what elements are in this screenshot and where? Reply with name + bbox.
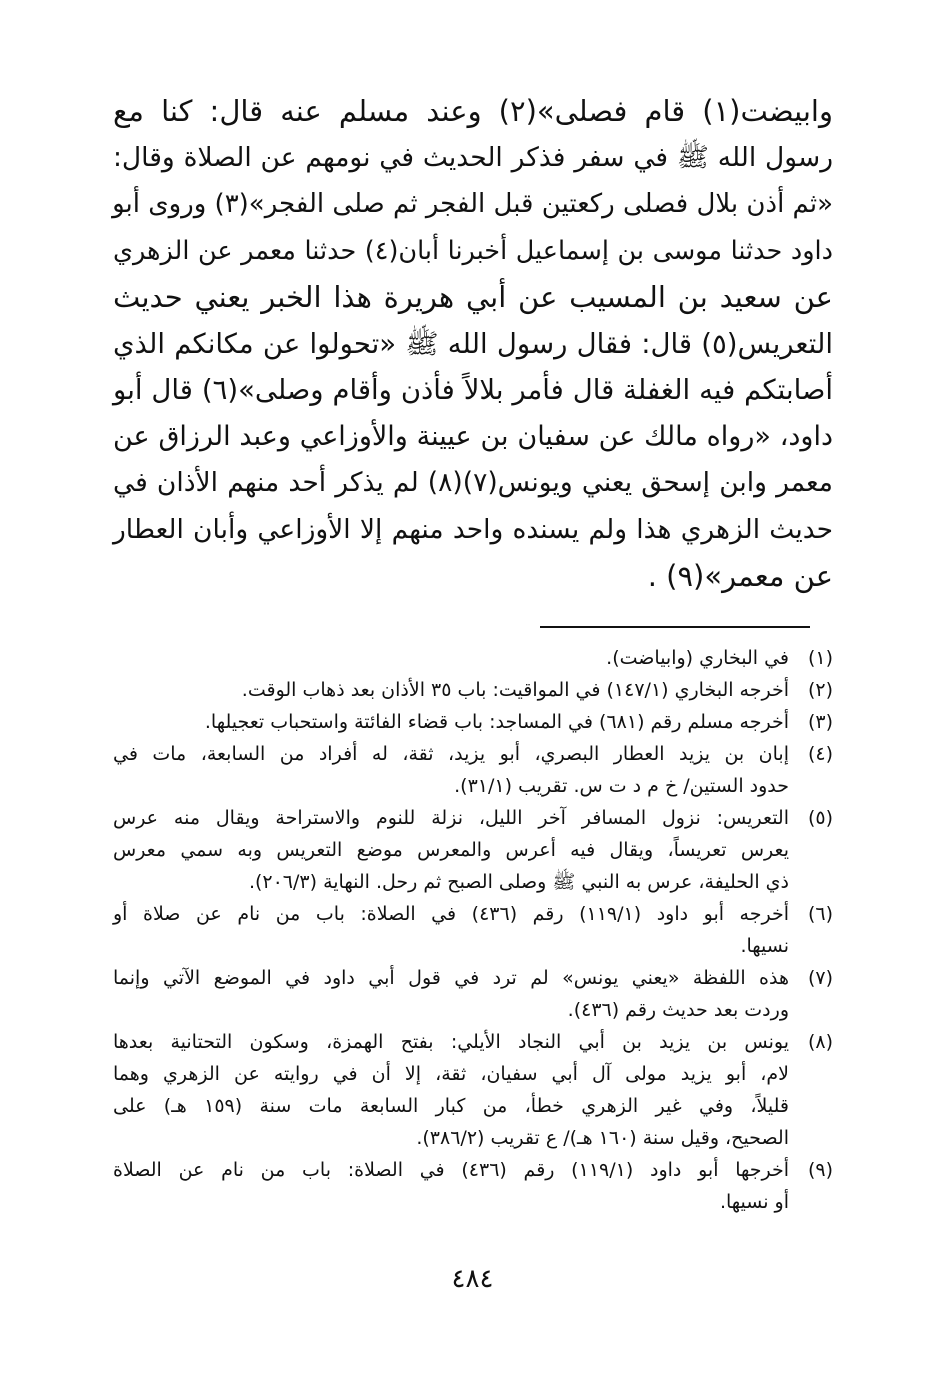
footnote-line: التعريس: نزول المسافر آخر الليل، نزلة للنوم والاستراحة ويقال منه عرس bbox=[113, 807, 789, 829]
footnote-number: (٦) bbox=[807, 903, 833, 925]
main-text-block bbox=[113, 88, 833, 600]
footnote-number: (١) bbox=[807, 647, 833, 669]
main-text-line: داود، «رواه مالك عن سفيان بن عيينة والأوزاعي وعبد الرزاق عن bbox=[113, 420, 833, 452]
footnote-line: أخرجه مسلم رقم (٦٨١) في المساجد: باب قضاء الفائتة واستحباب تعجيلها. bbox=[204, 711, 789, 733]
footnote-5 bbox=[113, 802, 833, 898]
main-text-line: عن معمر»(٩) . bbox=[647, 559, 833, 593]
footnote-line: نسيها. bbox=[740, 935, 789, 957]
footnote-6 bbox=[113, 898, 833, 962]
footnote-body bbox=[113, 1154, 789, 1218]
footnote-line: إبان بن يزيد العطار البصري، أبو يزيد، ثقة، له أفراد من السابعة، مات في bbox=[113, 743, 789, 765]
footnote-line: يونس بن يزيد بن أبي النجاد الأيلي: بفتح الهمزة، وسكون التحتانية بعدها bbox=[113, 1031, 789, 1053]
footnote-body bbox=[113, 738, 789, 802]
footnote-line: الصحيح، وقيل سنة (١٦٠ هـ)/ ع تقريب (٣٨٦/٢). bbox=[416, 1127, 789, 1149]
footnote-line: أخرجها أبو داود (١١٩/١) رقم (٤٣٦) في الصلاة: باب من نام عن الصلاة bbox=[113, 1159, 790, 1181]
footnote-line: لام، أبو يزيد مولى آل أبي سفيان، ثقة، إلا أن في روايته عن الزهري وهما bbox=[113, 1063, 789, 1085]
main-text-line: وابيضت(١) قام فصلى»(٢) وعند مسلم عنه قال: كنا مع bbox=[113, 94, 833, 128]
footnote-line: في البخاري (وابياضت). bbox=[606, 647, 789, 669]
footnote-1 bbox=[113, 642, 833, 674]
footnote-body bbox=[113, 674, 789, 706]
footnote-line: أخرجه أبو داود (١١٩/١) رقم (٤٣٦) في الصلاة: باب من نام عن صلاة أو bbox=[113, 903, 789, 925]
main-text-line: أصابتكم فيه الغفلة قال فأمر بلالاً فأذن وأقام وصلى»(٦) قال أبو bbox=[113, 374, 833, 406]
footnote-number: (٧) bbox=[807, 967, 833, 989]
footnote-number: (٨) bbox=[807, 1031, 833, 1053]
footnote-line: يعرس تعريساً، ويقال فيه أعرس والمعرس موضع التعريس وبه سمي معرس bbox=[113, 839, 789, 861]
footnote-4 bbox=[113, 738, 833, 802]
footnote-line: وردت بعد حديث رقم (٤٣٦). bbox=[567, 999, 789, 1021]
footnote-body bbox=[113, 962, 789, 1026]
main-text-line: التعريس(٥) قال: فقال رسول الله ﷺ «تحولوا عن مكانكم الذي bbox=[113, 327, 833, 360]
footnote-body bbox=[113, 898, 789, 962]
footnote-divider bbox=[540, 626, 810, 628]
footnote-8 bbox=[113, 1026, 833, 1154]
footnote-number: (٩) bbox=[807, 1159, 833, 1181]
footnote-line: ذي الحليفة، عرس به النبي ﷺ وصلى الصبح ثم رحل. النهاية (٢٠٦/٣). bbox=[248, 871, 789, 893]
footnote-number: (٤) bbox=[807, 743, 833, 765]
footnote-2 bbox=[113, 674, 833, 706]
main-text-line: معمر وابن إسحق يعني ويونس(٧)(٨) لم يذكر أحد منهم الأذان في bbox=[113, 467, 834, 498]
main-text-line: رسول الله ﷺ في سفر فذكر الحديث في نومهم عن الصلاة وقال: bbox=[113, 141, 833, 173]
footnote-line: أخرجه البخاري (١٤٧/١) في المواقيت: باب ٣٥ الأذان بعد ذهاب الوقت. bbox=[241, 679, 789, 701]
footnote-line: أو نسيها. bbox=[719, 1191, 789, 1213]
footnotes-block bbox=[113, 642, 833, 1218]
footnote-body bbox=[113, 802, 789, 898]
main-text-line: «ثم أذن بلال فصلى ركعتين قبل الفجر ثم صلى الفجر»(٣) وروى أبو bbox=[112, 189, 833, 219]
main-text-line: حديث الزهري هذا ولم يسنده واحد منهم إلا الأوزاعي وأبان العطار bbox=[113, 513, 833, 545]
footnote-line: هذه اللفظة «يعني يونس» لم ترد في قول أبي داود في الموضع الآتي وإنما bbox=[113, 967, 789, 989]
footnote-body bbox=[113, 706, 789, 738]
footnote-body bbox=[113, 642, 789, 674]
footnote-number: (٢) bbox=[807, 679, 833, 701]
footnote-number: (٣) bbox=[807, 711, 833, 733]
footnote-line: قليلاً، وفي غير الزهري خطأ، من كبار السابعة مات سنة (١٥٩ هـ) على bbox=[113, 1095, 789, 1117]
main-text-line: داود حدثنا موسى بن إسماعيل أخبرنا أبان(٤) حدثنا معمر عن الزهري bbox=[113, 235, 833, 266]
page-number: ٤٨٤ bbox=[451, 1264, 494, 1294]
footnote-number: (٥) bbox=[807, 807, 833, 829]
main-text-line: عن سعيد بن المسيب عن أبي هريرة هذا الخبر يعني حديث bbox=[113, 280, 833, 314]
footnote-3 bbox=[113, 706, 833, 738]
footnote-line: حدود الستين/ خ م د ت س. تقريب (٣١/١). bbox=[454, 775, 789, 797]
footnote-7 bbox=[113, 962, 833, 1026]
footnote-9 bbox=[113, 1154, 833, 1218]
footnote-body bbox=[113, 1026, 789, 1154]
